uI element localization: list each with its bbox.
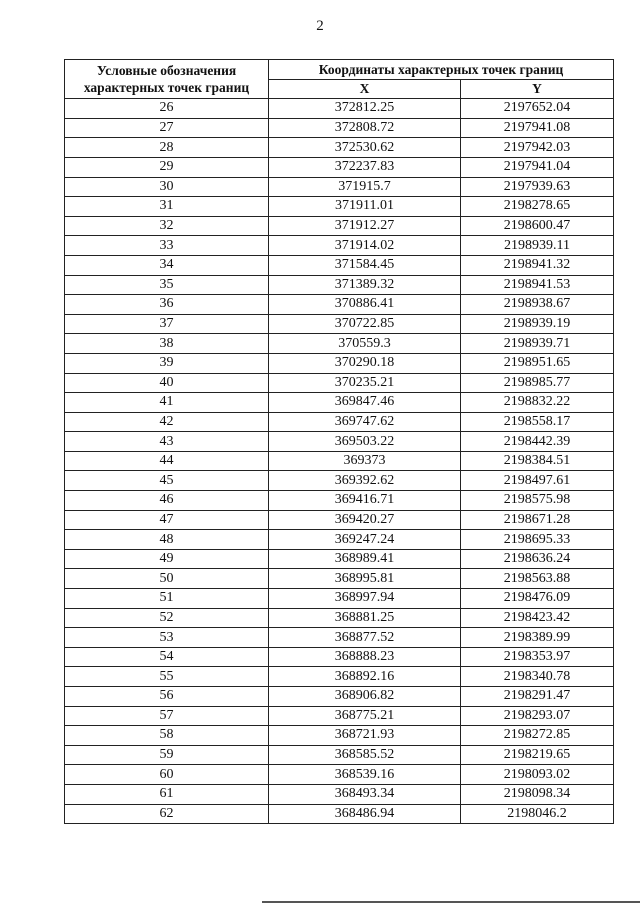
table-row — [65, 530, 614, 550]
y-coordinate-cell: 2198636.24 — [461, 549, 614, 569]
table-row — [65, 510, 614, 530]
y-coordinate-cell: 2197939.63 — [461, 177, 614, 197]
x-coordinate-cell: 369247.24 — [269, 530, 461, 550]
table-row — [65, 765, 614, 785]
y-coordinate-cell: 2197941.04 — [461, 157, 614, 177]
point-id-cell: 54 — [65, 647, 269, 667]
y-coordinate-cell: 2198340.78 — [461, 667, 614, 687]
y-coordinate-cell: 2198575.98 — [461, 491, 614, 511]
table-row — [65, 608, 614, 628]
x-coordinate-cell: 368721.93 — [269, 726, 461, 746]
y-coordinate-cell: 2198291.47 — [461, 687, 614, 707]
x-coordinate-cell: 369373 — [269, 451, 461, 471]
table-row — [65, 432, 614, 452]
table-row — [65, 177, 614, 197]
table-row — [65, 138, 614, 158]
bottom-rule — [262, 901, 640, 903]
x-coordinate-cell: 369747.62 — [269, 412, 461, 432]
point-id-cell: 30 — [65, 177, 269, 197]
x-coordinate-cell: 368989.41 — [269, 549, 461, 569]
x-coordinate-cell: 372530.62 — [269, 138, 461, 158]
y-coordinate-cell: 2198941.53 — [461, 275, 614, 295]
point-id-cell: 47 — [65, 510, 269, 530]
x-coordinate-cell: 370559.3 — [269, 334, 461, 354]
y-coordinate-cell: 2198278.65 — [461, 197, 614, 217]
x-coordinate-cell: 370235.21 — [269, 373, 461, 393]
y-coordinate-cell: 2198046.2 — [461, 804, 614, 824]
point-id-cell: 38 — [65, 334, 269, 354]
point-id-cell: 56 — [65, 687, 269, 707]
y-coordinate-cell: 2198423.42 — [461, 608, 614, 628]
point-id-cell: 40 — [65, 373, 269, 393]
x-coordinate-cell: 368995.81 — [269, 569, 461, 589]
y-coordinate-cell: 2198563.88 — [461, 569, 614, 589]
x-coordinate-cell: 370290.18 — [269, 353, 461, 373]
x-coordinate-cell: 368775.21 — [269, 706, 461, 726]
point-id-cell: 27 — [65, 118, 269, 138]
x-coordinate-cell: 369847.46 — [269, 393, 461, 413]
table-row — [65, 353, 614, 373]
table-body — [65, 99, 614, 824]
y-coordinate-cell: 2198353.97 — [461, 647, 614, 667]
table-row — [65, 589, 614, 609]
y-coordinate-cell: 2198219.65 — [461, 745, 614, 765]
table-row — [65, 647, 614, 667]
header-x: X — [269, 79, 461, 99]
table-row — [65, 314, 614, 334]
y-coordinate-cell: 2198389.99 — [461, 628, 614, 648]
table-row — [65, 628, 614, 648]
table-row — [65, 549, 614, 569]
x-coordinate-cell: 371584.45 — [269, 255, 461, 275]
x-coordinate-cell: 369416.71 — [269, 491, 461, 511]
x-coordinate-cell: 371912.27 — [269, 216, 461, 236]
table-row — [65, 784, 614, 804]
x-coordinate-cell: 371389.32 — [269, 275, 461, 295]
page-number: 2 — [316, 18, 324, 34]
point-id-cell: 61 — [65, 784, 269, 804]
y-coordinate-cell: 2198293.07 — [461, 706, 614, 726]
coordinates-table — [64, 59, 614, 824]
point-id-cell: 29 — [65, 157, 269, 177]
point-id-cell: 48 — [65, 530, 269, 550]
point-id-cell: 53 — [65, 628, 269, 648]
x-coordinate-cell: 370722.85 — [269, 314, 461, 334]
table-row — [65, 471, 614, 491]
header-point-designation: Условные обозначения характерных точек границ — [65, 60, 269, 99]
x-coordinate-cell: 368877.52 — [269, 628, 461, 648]
y-coordinate-cell: 2198939.11 — [461, 236, 614, 256]
point-id-cell: 50 — [65, 569, 269, 589]
point-id-cell: 33 — [65, 236, 269, 256]
point-id-cell: 58 — [65, 726, 269, 746]
x-coordinate-cell: 372808.72 — [269, 118, 461, 138]
x-coordinate-cell: 369420.27 — [269, 510, 461, 530]
point-id-cell: 41 — [65, 393, 269, 413]
point-id-cell: 42 — [65, 412, 269, 432]
y-coordinate-cell: 2198558.17 — [461, 412, 614, 432]
x-coordinate-cell: 371915.7 — [269, 177, 461, 197]
table-row — [65, 706, 614, 726]
table-row — [65, 255, 614, 275]
table-row — [65, 334, 614, 354]
table-row — [65, 118, 614, 138]
y-coordinate-cell: 2198476.09 — [461, 589, 614, 609]
y-coordinate-cell: 2198951.65 — [461, 353, 614, 373]
x-coordinate-cell: 369503.22 — [269, 432, 461, 452]
x-coordinate-cell: 368486.94 — [269, 804, 461, 824]
table-row — [65, 295, 614, 315]
y-coordinate-cell: 2198832.22 — [461, 393, 614, 413]
y-coordinate-cell: 2198941.32 — [461, 255, 614, 275]
y-coordinate-cell: 2198695.33 — [461, 530, 614, 550]
x-coordinate-cell: 368997.94 — [269, 589, 461, 609]
y-coordinate-cell: 2198985.77 — [461, 373, 614, 393]
table-row — [65, 745, 614, 765]
point-id-cell: 59 — [65, 745, 269, 765]
header-coordinates: Координаты характерных точек границ — [269, 60, 614, 80]
point-id-cell: 35 — [65, 275, 269, 295]
table-row — [65, 569, 614, 589]
point-id-cell: 39 — [65, 353, 269, 373]
y-coordinate-cell: 2198272.85 — [461, 726, 614, 746]
table-row — [65, 491, 614, 511]
x-coordinate-cell: 368881.25 — [269, 608, 461, 628]
x-coordinate-cell: 370886.41 — [269, 295, 461, 315]
point-id-cell: 55 — [65, 667, 269, 687]
table-row — [65, 393, 614, 413]
y-coordinate-cell: 2198497.61 — [461, 471, 614, 491]
point-id-cell: 60 — [65, 765, 269, 785]
y-coordinate-cell: 2198939.71 — [461, 334, 614, 354]
point-id-cell: 45 — [65, 471, 269, 491]
point-id-cell: 57 — [65, 706, 269, 726]
point-id-cell: 62 — [65, 804, 269, 824]
point-id-cell: 26 — [65, 99, 269, 119]
table-row — [65, 804, 614, 824]
point-id-cell: 34 — [65, 255, 269, 275]
point-id-cell: 31 — [65, 197, 269, 217]
x-coordinate-cell: 371911.01 — [269, 197, 461, 217]
point-id-cell: 43 — [65, 432, 269, 452]
header-y: Y — [461, 79, 614, 99]
table-row — [65, 236, 614, 256]
table-row — [65, 412, 614, 432]
y-coordinate-cell: 2198671.28 — [461, 510, 614, 530]
x-coordinate-cell: 369392.62 — [269, 471, 461, 491]
point-id-cell: 49 — [65, 549, 269, 569]
y-coordinate-cell: 2198938.67 — [461, 295, 614, 315]
table-row — [65, 157, 614, 177]
y-coordinate-cell: 2198384.51 — [461, 451, 614, 471]
table-row — [65, 99, 614, 119]
point-id-cell: 51 — [65, 589, 269, 609]
y-coordinate-cell: 2197941.08 — [461, 118, 614, 138]
y-coordinate-cell: 2198442.39 — [461, 432, 614, 452]
table-row — [65, 451, 614, 471]
point-id-cell: 32 — [65, 216, 269, 236]
table-row — [65, 197, 614, 217]
table-row — [65, 373, 614, 393]
x-coordinate-cell: 368539.16 — [269, 765, 461, 785]
x-coordinate-cell: 368493.34 — [269, 784, 461, 804]
point-id-cell: 28 — [65, 138, 269, 158]
point-id-cell: 37 — [65, 314, 269, 334]
point-id-cell: 46 — [65, 491, 269, 511]
x-coordinate-cell: 371914.02 — [269, 236, 461, 256]
table-row — [65, 216, 614, 236]
y-coordinate-cell: 2198098.34 — [461, 784, 614, 804]
y-coordinate-cell: 2197942.03 — [461, 138, 614, 158]
y-coordinate-cell: 2198939.19 — [461, 314, 614, 334]
x-coordinate-cell: 368585.52 — [269, 745, 461, 765]
y-coordinate-cell: 2198093.02 — [461, 765, 614, 785]
x-coordinate-cell: 372237.83 — [269, 157, 461, 177]
table-row — [65, 667, 614, 687]
y-coordinate-cell: 2197652.04 — [461, 99, 614, 119]
point-id-cell: 36 — [65, 295, 269, 315]
x-coordinate-cell: 368888.23 — [269, 647, 461, 667]
table-row — [65, 275, 614, 295]
point-id-cell: 52 — [65, 608, 269, 628]
x-coordinate-cell: 368892.16 — [269, 667, 461, 687]
table-row — [65, 687, 614, 707]
table-row — [65, 726, 614, 746]
x-coordinate-cell: 368906.82 — [269, 687, 461, 707]
x-coordinate-cell: 372812.25 — [269, 99, 461, 119]
point-id-cell: 44 — [65, 451, 269, 471]
y-coordinate-cell: 2198600.47 — [461, 216, 614, 236]
